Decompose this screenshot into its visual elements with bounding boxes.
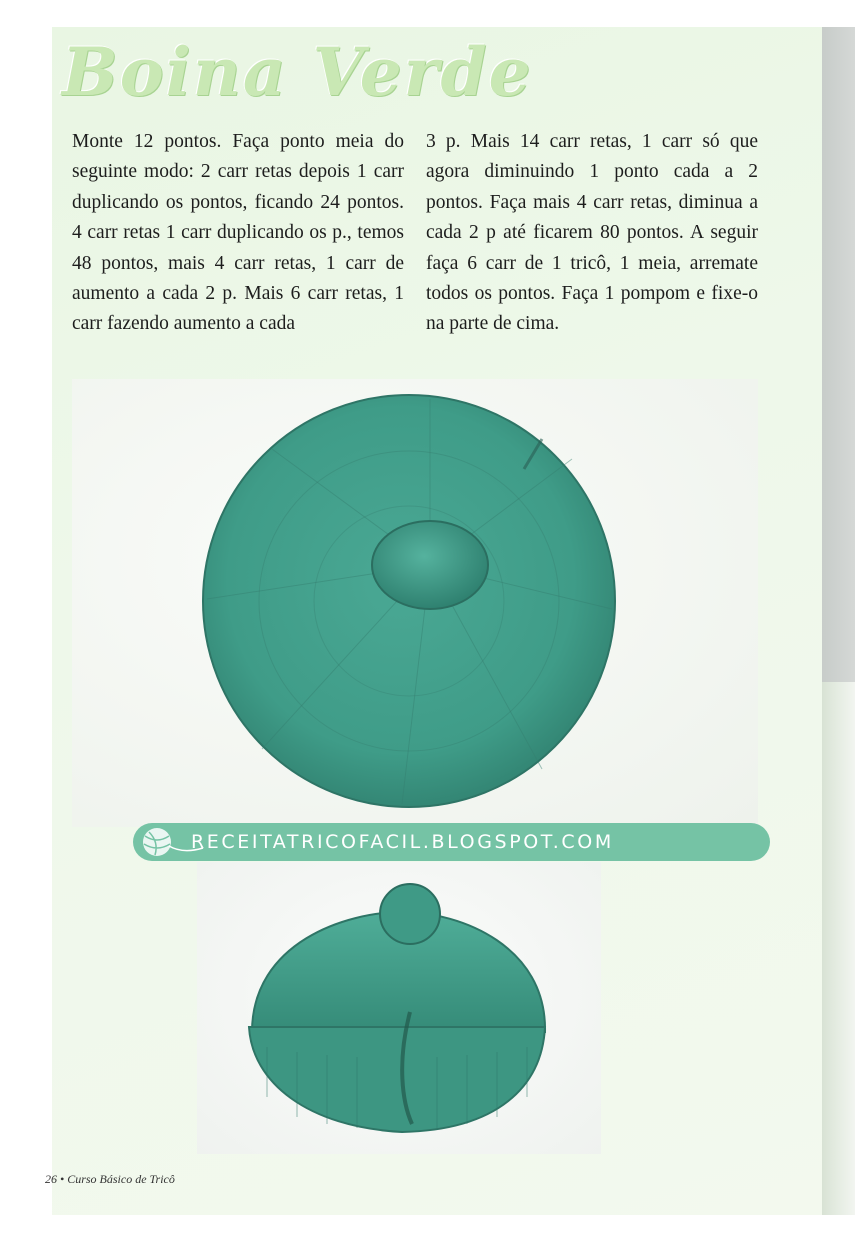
beret-top-illustration [72,379,758,827]
beret-side-illustration [197,862,601,1154]
instructions-column-left: Monte 12 pontos. Faça ponto meia do seguinte modo: 2 carr retas depois 1 carr duplicando os pontos, ficando 24 pontos. 4 carr retas 1 carr duplicando os p., temos 48 pontos, mais 4 carr retas, 1 carr de aumento a cada 2 p. Mais 6 carr retas, 1 carr fazendo aumento a cada [72,131,404,335]
beret-top-view-photo [72,379,758,827]
instructions-column-right: 3 p. Mais 14 carr retas, 1 carr só que agora diminuindo 1 ponto cada a 2 pontos. Faça mais 4 carr retas, diminua a cada 2 p até ficarem 80 pontos. A seguir faça 6 carr de 1 tricô, 1 meia, arremate todos os pontos. Faça 1 pompom e fixe-o na parte de cima. [426,131,758,335]
beret-side-view-photo [197,862,601,1154]
footer-separator: • [60,1172,65,1186]
page-title: Boina Verde [62,33,533,111]
page-number: 26 [45,1172,57,1186]
magazine-page [52,27,822,1215]
page-footer [45,1172,175,1187]
spine-shadow [822,27,855,682]
publication-name: Curso Básico de Tricô [67,1172,175,1186]
blog-url-text: RECEITATRICOFACIL.BLOGSPOT.COM [191,831,614,853]
page-spine [822,27,855,1215]
blog-watermark-banner [133,823,770,861]
